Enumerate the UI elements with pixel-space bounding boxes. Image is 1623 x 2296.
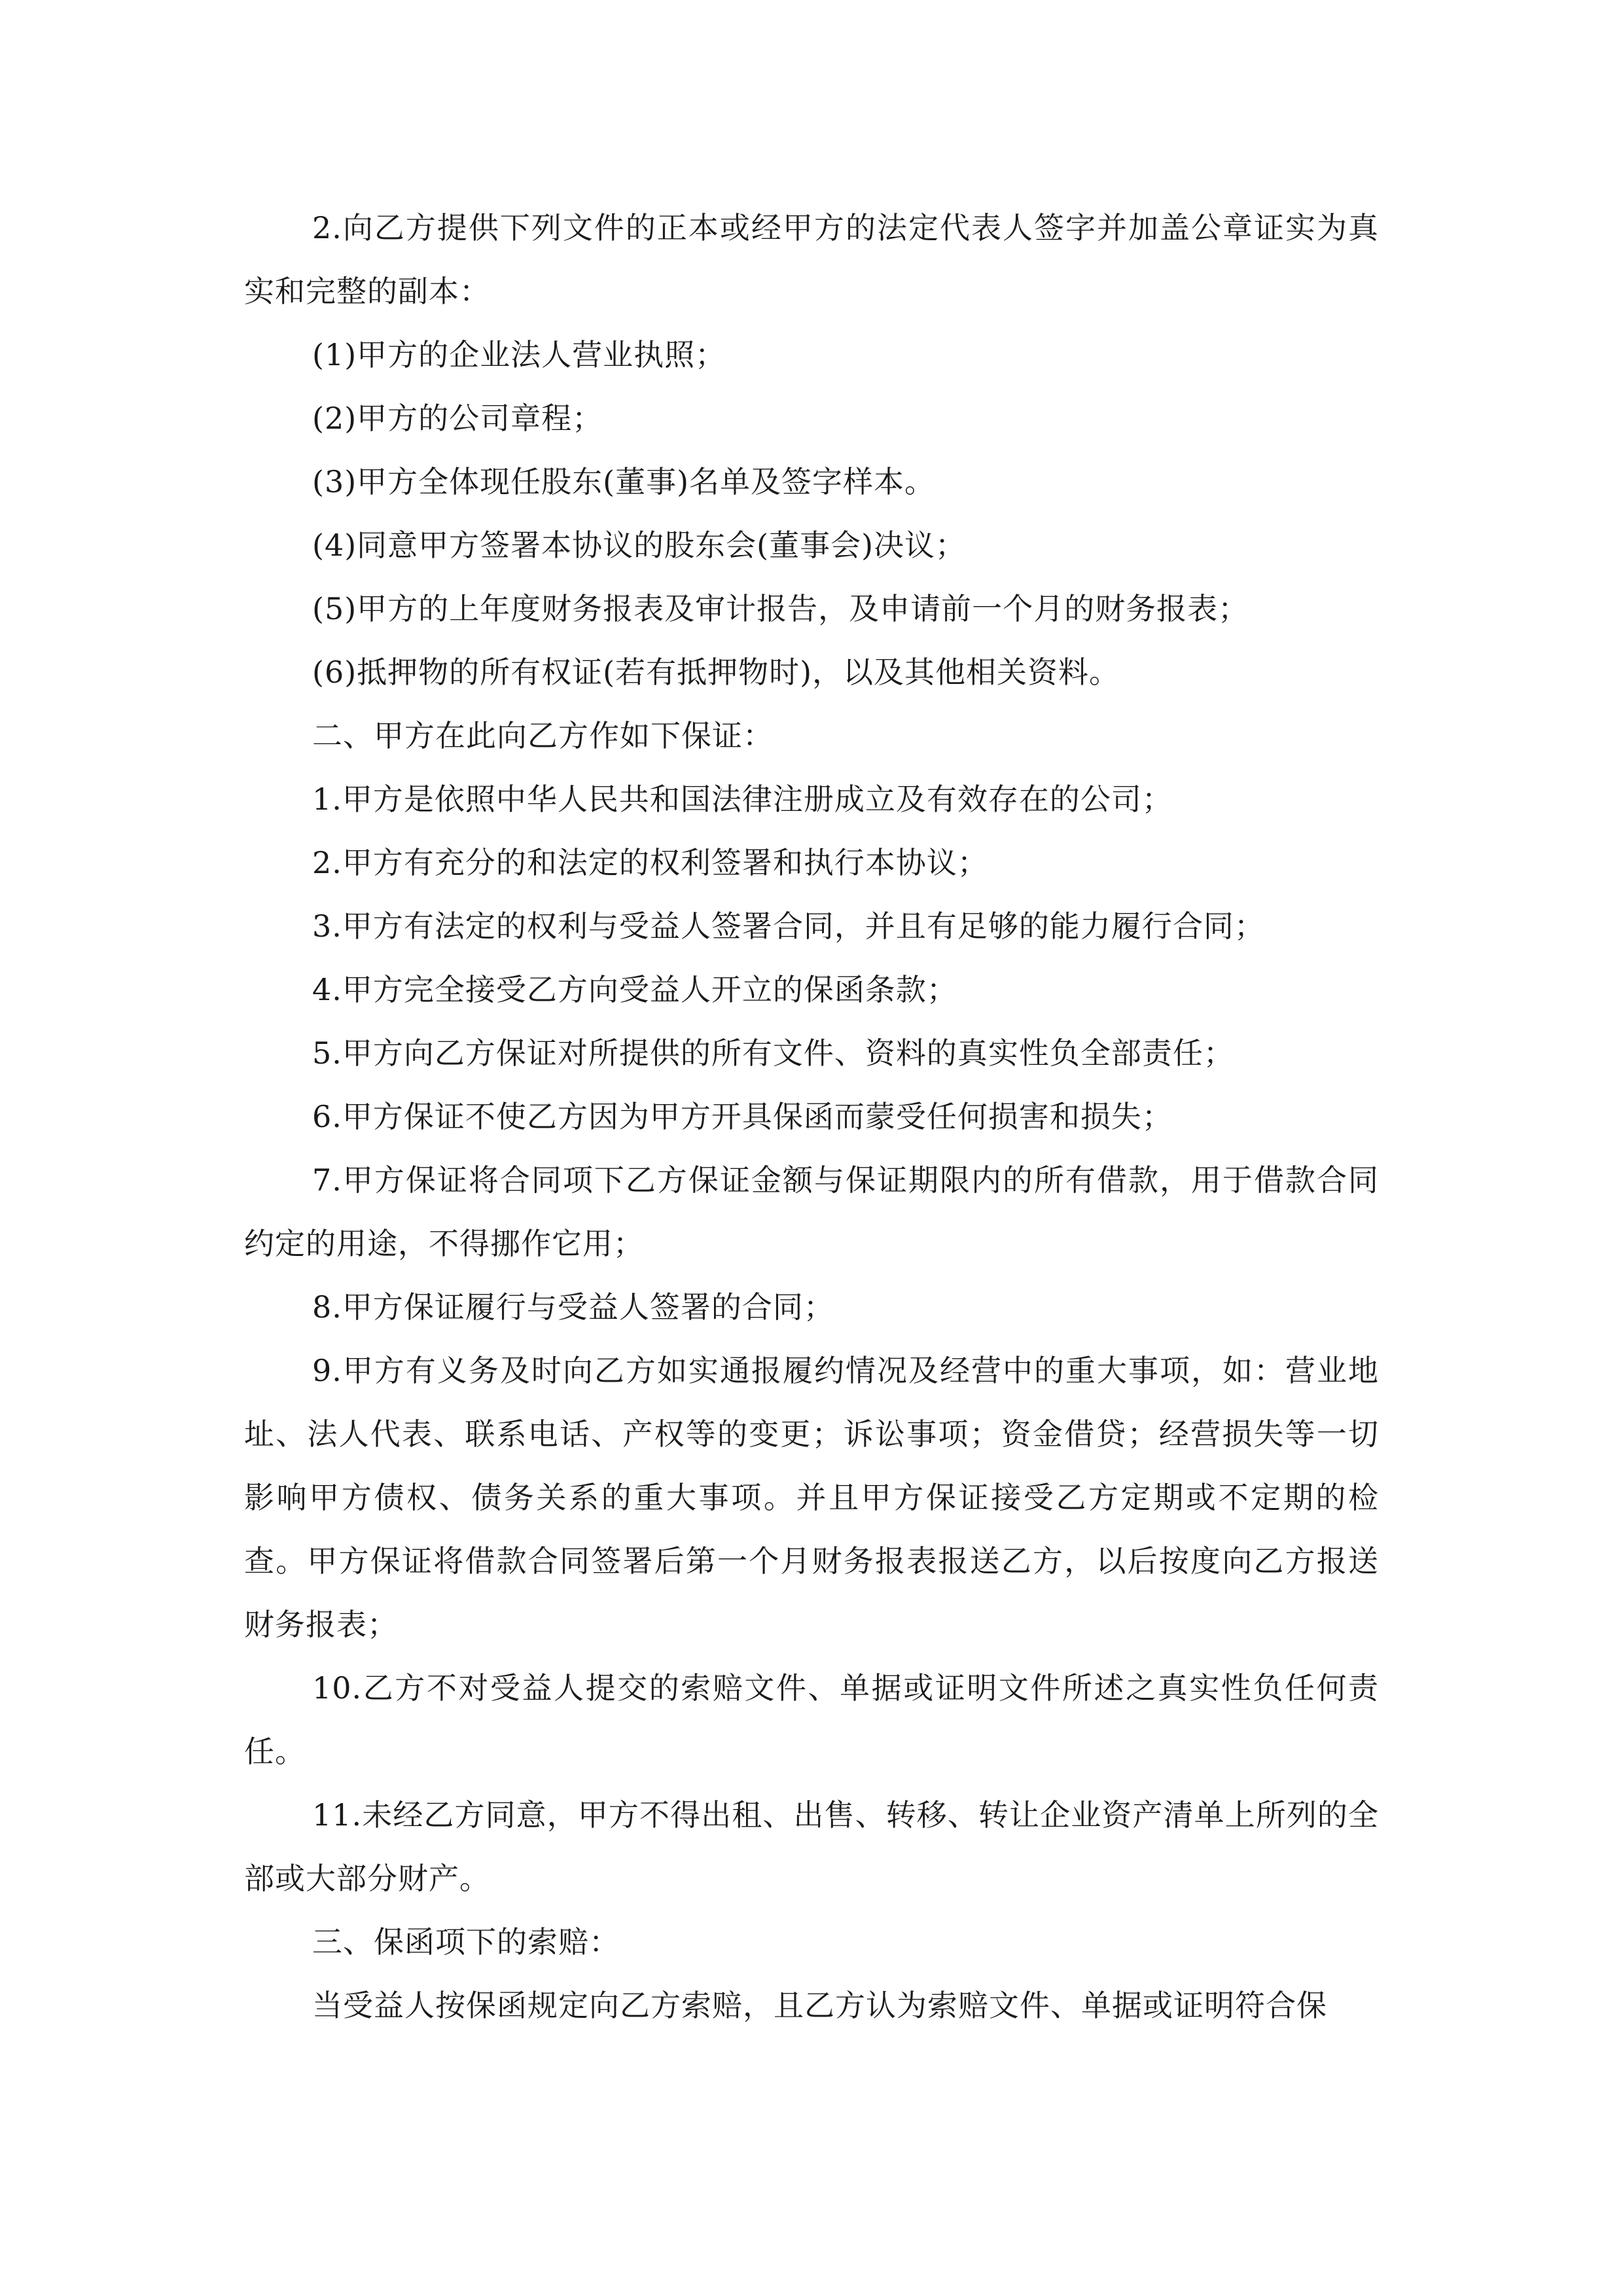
list-item-business-license: (1)甲方的企业法人营业执照； (312, 337, 726, 372)
list-item-shareholders: (3)甲方全体现任股东(董事)名单及签字样本。 (312, 464, 936, 499)
section-heading-warranties: 二、甲方在此向乙方作如下保证： (312, 718, 774, 753)
paragraph-provide-documents: 2.向乙方提供下列文件的正本或经甲方的法定代表人签字并加盖公章证实为真实和完整的副本： (244, 210, 1379, 309)
clause-1: 1.甲方是依照中华人民共和国法律注册成立及有效存在的公司； (312, 781, 1173, 817)
clause-11: 11.未经乙方同意，甲方不得出租、出售、转移、转让企业资产清单上所列的全部或大部分财产。 (244, 1797, 1379, 1896)
list-item-articles: (2)甲方的公司章程； (312, 401, 603, 436)
paragraph-claims: 当受益人按保函规定向乙方索赔，且乙方认为索赔文件、单据或证明符合保 (312, 1988, 1327, 2023)
clause-8: 8.甲方保证履行与受益人签署的合同； (312, 1289, 834, 1325)
clause-10: 10.乙方不对受益人提交的索赔文件、单据或证明文件所述之真实性负任何责任。 (244, 1670, 1379, 1769)
clause-9: 9.甲方有义务及时向乙方如实通报履约情况及经营中的重大事项，如：营业地址、法人代表、联系电话、产权等的变更；诉讼事项；资金借贷；经营损失等一切影响甲方债权、债务关系的重大事项。并且甲方保证接受乙方定期或不定期的检查。甲方保证将借款合同签署后第一个月财务报表报送乙方，以后按度向乙方报送财务报表； (244, 1353, 1379, 1642)
clause-2: 2.甲方有充分的和法定的权利签署和执行本协议； (312, 845, 988, 880)
section-heading-claims: 三、保函项下的索赔： (312, 1924, 620, 1960)
clause-4: 4.甲方完全接受乙方向受益人开立的保函条款； (312, 972, 957, 1007)
list-item-collateral: (6)抵押物的所有权证(若有抵押物时)，以及其他相关资料。 (312, 655, 1120, 690)
clause-5: 5.甲方向乙方保证对所提供的所有文件、资料的真实性负全部责任； (312, 1035, 1234, 1071)
clause-7: 7.甲方保证将合同项下乙方保证金额与保证期限内的所有借款，用于借款合同约定的用途，不得挪作它用； (244, 1162, 1379, 1261)
list-item-resolution: (4)同意甲方签署本协议的股东会(董事会)决议； (312, 528, 967, 563)
clause-3: 3.甲方有法定的权利与受益人签署合同，并且有足够的能力履行合同； (312, 908, 1265, 944)
document-body (244, 196, 1379, 2037)
clause-6: 6.甲方保证不使乙方因为甲方开具保函而蒙受任何损害和损失； (312, 1099, 1173, 1134)
list-item-financial-statements: (5)甲方的上年度财务报表及审计报告，及申请前一个月的财务报表； (312, 591, 1249, 626)
